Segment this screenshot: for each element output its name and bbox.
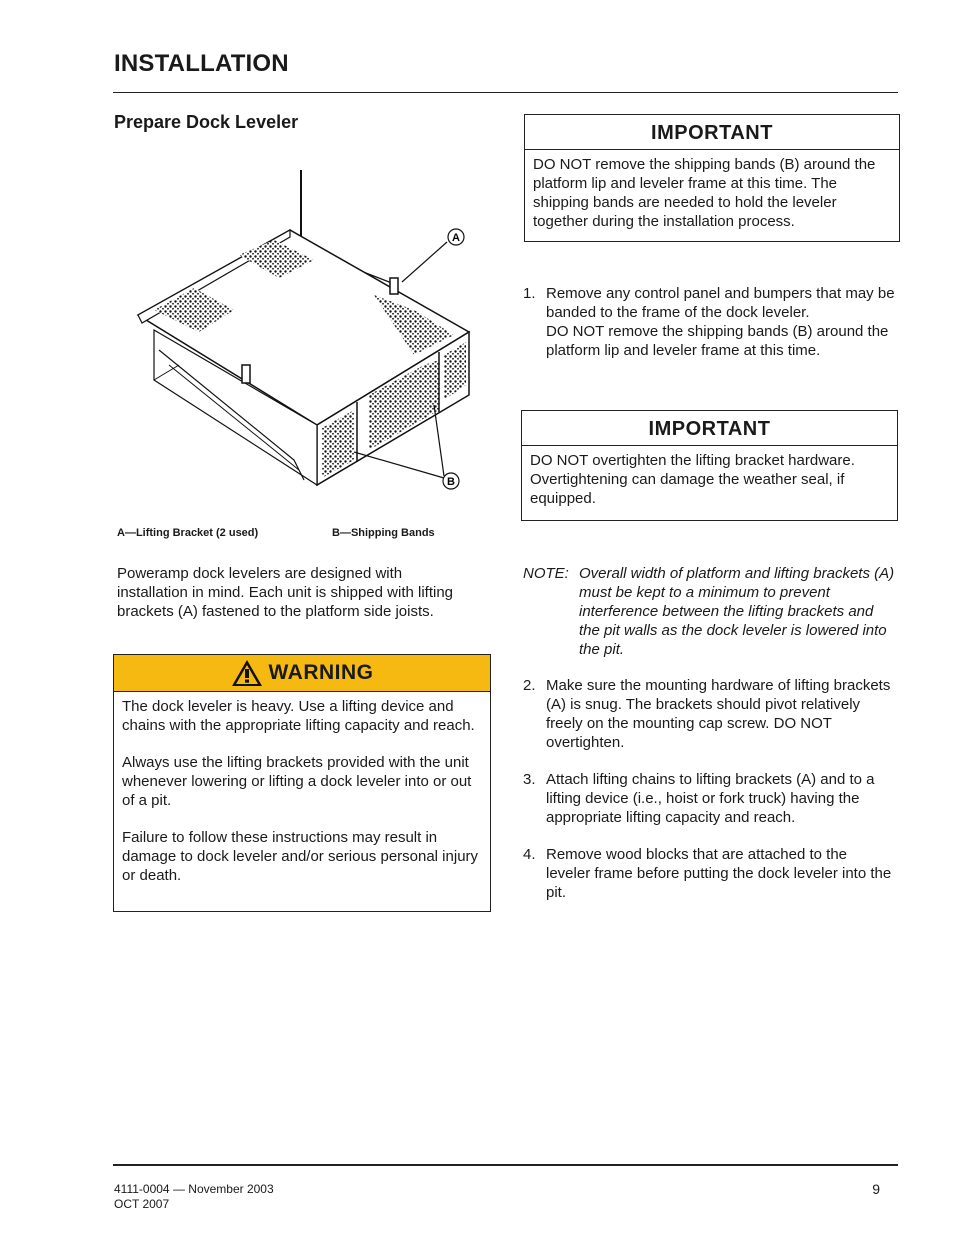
intro-paragraph: Poweramp dock levelers are designed with installation in mind. Each unit is shipped with lifting brackets (A) fastened to the platform side joists. — [117, 565, 454, 620]
warning-body — [114, 692, 490, 885]
step-number: 3. — [523, 771, 536, 788]
note-label: NOTE: — [523, 565, 569, 582]
header-rule — [113, 92, 898, 93]
footer-revision: OCT 2007 — [114, 1197, 170, 1211]
page-title: INSTALLATION — [114, 50, 289, 77]
step-4 — [523, 845, 895, 902]
important-body: DO NOT remove the shipping bands (B) around the platform lip and leveler frame at this time. The shipping bands are needed to hold the leveler together during the installation process. — [533, 156, 876, 230]
warning-header — [114, 655, 490, 692]
caption-lifting-bracket: A—Lifting Bracket (2 used) — [117, 527, 259, 539]
important-title: IMPORTANT — [525, 115, 899, 150]
dock-leveler-illustration — [114, 160, 494, 500]
warning-paragraph: Failure to follow these instructions may result in damage to dock leveler and/or serious personal injury or death. — [122, 829, 479, 884]
warning-title: WARNING — [268, 661, 374, 684]
warning-paragraph: The dock leveler is heavy. Use a lifting device and chains with the appropriate lifting capacity and reach. — [122, 698, 475, 734]
step-text: Remove any control panel and bumpers that may be banded to the frame of the dock leveler. — [546, 285, 895, 321]
callout-b-label: B — [447, 476, 455, 488]
step-extra-text: DO NOT remove the shipping bands (B) around the platform lip and leveler frame at this time. — [546, 323, 889, 359]
caption-shipping-bands: B—Shipping Bands — [332, 527, 435, 539]
page-number: 9 — [872, 1181, 880, 1197]
step-2 — [523, 676, 895, 752]
important-body: DO NOT overtighten the lifting bracket hardware. Overtightening can damage the weather seal, if equipped. — [530, 452, 855, 507]
callout-a-label: A — [452, 232, 460, 244]
important-title: IMPORTANT — [522, 411, 897, 446]
step-text: Remove wood blocks that are attached to the leveler frame before putting the dock leveler into the pit. — [546, 846, 892, 901]
step-1 — [523, 284, 895, 360]
important-box-overtighten — [521, 410, 898, 521]
note — [523, 564, 895, 659]
step-number: 4. — [523, 846, 536, 863]
warning-box — [113, 654, 491, 912]
warning-triangle-icon — [231, 659, 263, 687]
note-text: Overall width of platform and lifting brackets (A) must be kept to a minimum to prevent interference between the lifting brackets and the pit walls as the dock leveler is lowered into the pit. — [579, 565, 895, 658]
step-text: Attach lifting chains to lifting brackets (A) and to a lifting device (i.e., hoist or fork truck) having the appropriate lifting capacity and reach. — [546, 771, 875, 826]
footer-rule — [113, 1164, 898, 1166]
footer-doc-info — [114, 1182, 274, 1212]
step-text: Make sure the mounting hardware of lifting brackets (A) is snug. The brackets should pivot relatively freely on the mounting cap screw. DO NOT overtighten. — [546, 677, 891, 751]
footer-doc-number: 4111-0004 — November 2003 — [114, 1182, 274, 1196]
step-3 — [523, 770, 895, 827]
warning-paragraph: Always use the lifting brackets provided with the unit whenever lowering or lifting a dock leveler into or out of a pit. — [122, 754, 472, 809]
important-box-shipping-bands — [524, 114, 900, 242]
section-title: Prepare Dock Leveler — [114, 112, 299, 132]
step-number: 2. — [523, 677, 536, 694]
step-number: 1. — [523, 285, 536, 302]
